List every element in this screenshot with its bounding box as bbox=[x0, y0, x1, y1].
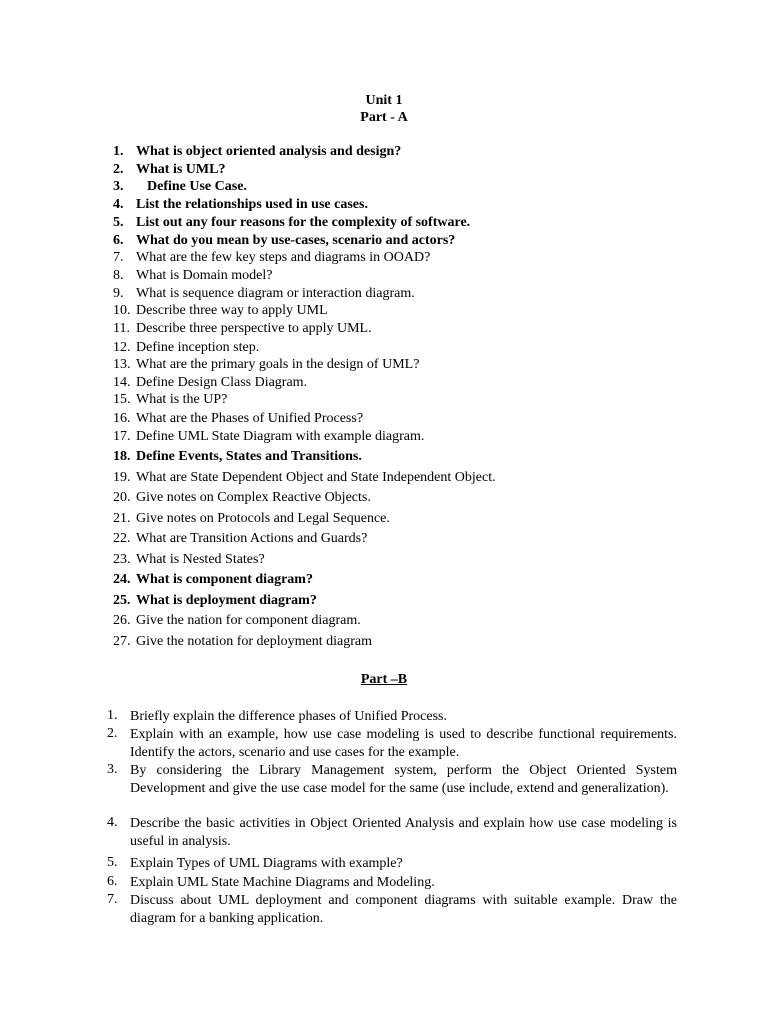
question-number: 8. bbox=[113, 268, 124, 283]
question-number: 13. bbox=[113, 357, 131, 372]
question-text: What do you mean by use-cases, scenario and actors? bbox=[136, 233, 456, 248]
question-text: List the relationships used in use cases. bbox=[136, 197, 368, 212]
question-number: 1. bbox=[107, 708, 118, 723]
question-number: 12. bbox=[113, 340, 131, 355]
question-number: 21. bbox=[113, 511, 131, 526]
question-number: 6. bbox=[107, 874, 118, 889]
question-number: 19. bbox=[113, 470, 131, 485]
question-number: 4. bbox=[113, 197, 124, 212]
question-number: 16. bbox=[113, 411, 131, 426]
question-text: What is the UP? bbox=[136, 392, 228, 407]
unit-title: Unit 1 bbox=[365, 93, 403, 108]
question-number: 26. bbox=[113, 613, 131, 628]
part-a-title: Part - A bbox=[360, 110, 408, 125]
question-text: Define Events, States and Transitions. bbox=[136, 449, 362, 464]
question-text: Give notes on Complex Reactive Objects. bbox=[136, 490, 371, 505]
question-number: 2. bbox=[113, 162, 124, 177]
question-number: 4. bbox=[107, 815, 118, 830]
question-text: Describe three perspective to apply UML. bbox=[136, 321, 372, 336]
question-number: 10. bbox=[113, 303, 131, 318]
question-number: 9. bbox=[113, 286, 124, 301]
question-text: Define Use Case. bbox=[147, 179, 247, 194]
question-text: List out any four reasons for the complexity of software. bbox=[136, 215, 471, 230]
question-number: 15. bbox=[113, 392, 131, 407]
question-number: 27. bbox=[113, 634, 131, 649]
question-number: 17. bbox=[113, 429, 131, 444]
question-text: What are Transition Actions and Guards? bbox=[136, 531, 368, 546]
question-text: What is Nested States? bbox=[136, 552, 265, 567]
question-number: 24. bbox=[113, 572, 131, 587]
part-b-title: Part –B bbox=[360, 672, 408, 687]
question-text: Explain UML State Machine Diagrams and Modeling. bbox=[130, 875, 435, 890]
question-text: What is sequence diagram or interaction diagram. bbox=[136, 286, 415, 301]
question-number: 6. bbox=[113, 233, 124, 248]
question-text: Discuss about UML deployment and component diagrams with suitable example. Draw the diagram for a banking application. bbox=[130, 893, 677, 926]
question-number: 3. bbox=[107, 762, 118, 777]
question-text: Define UML State Diagram with example diagram. bbox=[136, 429, 425, 444]
question-number: 5. bbox=[107, 855, 118, 870]
question-text: Give the notation for deployment diagram bbox=[136, 634, 372, 649]
question-number: 7. bbox=[107, 892, 118, 907]
question-text: What are the few key steps and diagrams in OOAD? bbox=[136, 250, 431, 265]
question-text: Give notes on Protocols and Legal Sequence. bbox=[136, 511, 390, 526]
question-text: Briefly explain the difference phases of Unified Process. bbox=[130, 709, 447, 724]
question-text: What is Domain model? bbox=[136, 268, 273, 283]
question-text: What is component diagram? bbox=[136, 572, 313, 587]
question-text: What are the primary goals in the design of UML? bbox=[136, 357, 420, 372]
question-text: Define inception step. bbox=[136, 340, 260, 355]
question-text: Describe three way to apply UML bbox=[136, 303, 328, 318]
question-text: What is deployment diagram? bbox=[136, 593, 317, 608]
question-text: Define Design Class Diagram. bbox=[136, 375, 308, 390]
question-text: Describe the basic activities in Object Oriented Analysis and explain how use case modeling is useful in analysis. bbox=[130, 816, 677, 849]
question-number: 1. bbox=[113, 144, 124, 159]
question-number: 7. bbox=[113, 250, 124, 265]
question-number: 14. bbox=[113, 375, 131, 390]
question-number: 20. bbox=[113, 490, 131, 505]
question-text: What are the Phases of Unified Process? bbox=[136, 411, 364, 426]
question-number: 25. bbox=[113, 593, 131, 608]
question-number: 3. bbox=[113, 179, 124, 194]
question-text: What are State Dependent Object and State Independent Object. bbox=[136, 470, 496, 485]
question-number: 11. bbox=[113, 321, 130, 336]
question-number: 5. bbox=[113, 215, 124, 230]
question-text: By considering the Library Management system, perform the Object Oriented System Development and give the use case model for the same (use include, extend and generalization). bbox=[130, 763, 677, 796]
question-text: What is object oriented analysis and design? bbox=[136, 144, 402, 159]
question-text: Explain Types of UML Diagrams with example? bbox=[130, 856, 403, 871]
question-number: 18. bbox=[113, 449, 131, 464]
question-number: 23. bbox=[113, 552, 131, 567]
question-number: 22. bbox=[113, 531, 131, 546]
question-text: Give the nation for component diagram. bbox=[136, 613, 361, 628]
question-text: What is UML? bbox=[136, 162, 226, 177]
question-number: 2. bbox=[107, 726, 118, 741]
question-text: Explain with an example, how use case modeling is used to describe functional requirements. Identify the actors, scenario and use cases for the example. bbox=[130, 727, 677, 760]
